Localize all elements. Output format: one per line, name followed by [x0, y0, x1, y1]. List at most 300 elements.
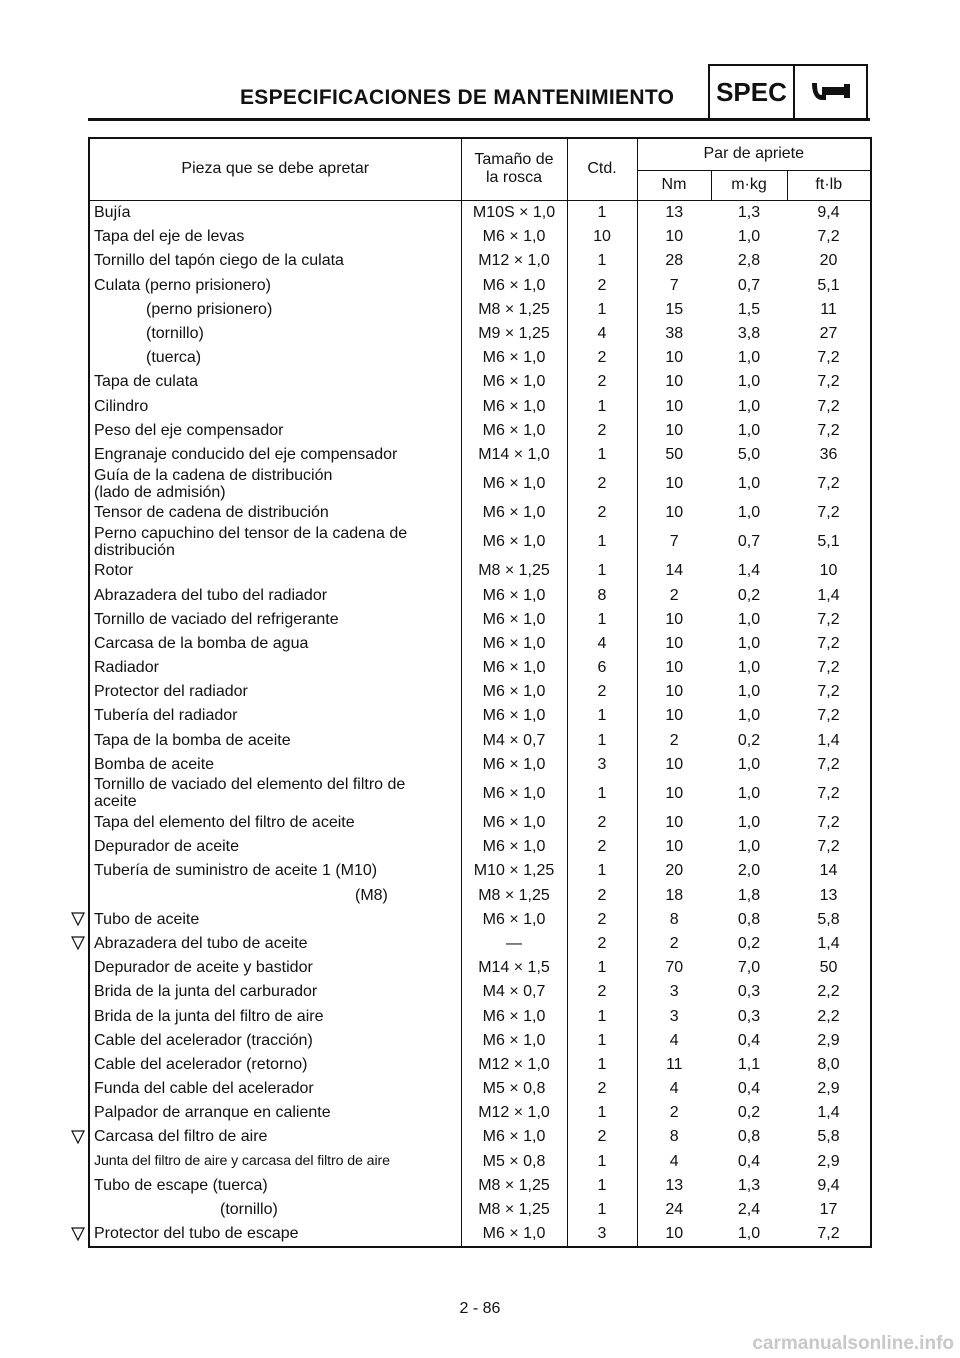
thread-size: M6 × 1,0	[461, 225, 567, 249]
torque-nm: 2	[669, 934, 679, 952]
torque-nm: 38	[665, 325, 684, 343]
torque-mkg: 0,3	[737, 1007, 761, 1025]
table-row	[89, 1173, 871, 1197]
thread-size: M8 × 1,25	[461, 883, 567, 907]
torque-nm: 4	[669, 1152, 679, 1170]
part-name: Abrazadera del tubo del radiador	[94, 586, 328, 604]
torque-mkg: 2,0	[737, 862, 761, 880]
quantity: 2	[567, 835, 637, 859]
quantity: 1	[567, 394, 637, 418]
thread-size: M6 × 1,0	[461, 525, 567, 559]
part-name: Tapa del elemento del filtro de aceite	[94, 814, 355, 832]
torque-mkg: 1,0	[737, 683, 761, 701]
torque-nm: 4	[669, 1080, 679, 1098]
quantity: 1	[567, 297, 637, 321]
quantity: 2	[567, 370, 637, 394]
quantity: 2	[567, 931, 637, 955]
torque-nm: 10	[665, 683, 684, 701]
quantity: 2	[567, 907, 637, 931]
quantity: 2	[567, 810, 637, 834]
torque-ftlb: 7,2	[817, 1225, 840, 1243]
quantity: 1	[567, 559, 637, 583]
part-name: Tensor de cadena de distribución	[94, 504, 329, 522]
table-row	[89, 752, 871, 776]
thread-size: M6 × 1,0	[461, 631, 567, 655]
thread-size: M6 × 1,0	[461, 704, 567, 728]
thread-size: M4 × 0,7	[461, 980, 567, 1004]
col-ftlb-header: ft·lb	[787, 170, 871, 200]
new-part-triangle-icon	[71, 1130, 85, 1144]
col-qty-header: Ctd.	[567, 138, 637, 200]
torque-ftlb: 14	[819, 862, 838, 880]
torque-ftlb: 7,2	[817, 755, 840, 773]
torque-mkg: 0,2	[737, 1104, 761, 1122]
torque-ftlb: 2,9	[817, 1080, 840, 1098]
torque-mkg: 1,0	[737, 373, 761, 391]
torque-nm: 10	[665, 397, 684, 415]
quantity: 2	[567, 501, 637, 525]
torque-mkg: 1,0	[737, 634, 761, 652]
torque-nm: 10	[665, 475, 684, 493]
torque-ftlb: 50	[819, 959, 838, 977]
thread-size: M10 × 1,25	[461, 859, 567, 883]
thread-size: M6 × 1,0	[461, 776, 567, 810]
torque-ftlb: 7,2	[817, 634, 840, 652]
torque-mkg: 1,3	[737, 1176, 761, 1194]
torque-nm: 2	[669, 731, 679, 749]
torque-ftlb: 7,2	[817, 610, 840, 628]
torque-spec-table	[88, 137, 872, 1248]
quantity: 4	[567, 321, 637, 345]
quantity: 1	[567, 728, 637, 752]
quantity: 2	[567, 346, 637, 370]
quantity: 1	[567, 1028, 637, 1052]
torque-ftlb: 20	[819, 252, 838, 270]
quantity: 2	[567, 1077, 637, 1101]
thread-size: M6 × 1,0	[461, 394, 567, 418]
part-name: (tornillo)	[220, 1201, 278, 1219]
quantity: 1	[567, 1149, 637, 1173]
torque-nm: 10	[665, 373, 684, 391]
torque-ftlb: 7,2	[817, 814, 840, 832]
torque-mkg: 1,0	[737, 755, 761, 773]
torque-mkg: 1,0	[737, 421, 761, 439]
thread-size: M6 × 1,0	[461, 346, 567, 370]
part-name: Tubería del radiador	[94, 707, 238, 725]
quantity: 1	[567, 1101, 637, 1125]
thread-size: M8 × 1,25	[461, 1197, 567, 1221]
part-name: (tornillo)	[146, 325, 204, 343]
torque-nm: 10	[665, 755, 684, 773]
table-row	[89, 1222, 871, 1247]
torque-mkg: 0,2	[737, 934, 761, 952]
part-name: Guía de la cadena de distribución (lado de admisión)	[94, 466, 333, 501]
page-title: ESPECIFICACIONES DE MANTENIMIENTO	[240, 86, 675, 109]
table-row	[89, 704, 871, 728]
torque-nm: 10	[665, 228, 684, 246]
torque-ftlb: 17	[819, 1201, 838, 1219]
table-row	[89, 907, 871, 931]
torque-ftlb: 7,2	[817, 707, 840, 725]
part-name: Bomba de aceite	[94, 755, 215, 773]
torque-mkg: 1,0	[737, 349, 761, 367]
torque-nm: 10	[665, 349, 684, 367]
part-name: Depurador de aceite y bastidor	[94, 959, 313, 977]
torque-nm: 3	[669, 983, 679, 1001]
new-part-triangle-icon	[71, 912, 85, 926]
part-name: Tornillo del tapón ciego de la culata	[94, 252, 344, 270]
torque-ftlb: 13	[819, 886, 838, 904]
torque-mkg: 0,4	[737, 1080, 761, 1098]
part-name: Tapa del eje de levas	[94, 228, 245, 246]
thread-size: M4 × 0,7	[461, 728, 567, 752]
torque-ftlb: 7,2	[817, 421, 840, 439]
quantity: 1	[567, 607, 637, 631]
thread-size: M6 × 1,0	[461, 467, 567, 501]
table-row	[89, 501, 871, 525]
thread-size: M6 × 1,0	[461, 907, 567, 931]
table-row	[89, 728, 871, 752]
thread-size: M14 × 1,5	[461, 956, 567, 980]
quantity: 2	[567, 273, 637, 297]
torque-mkg: 7,0	[737, 959, 761, 977]
thread-size: M6 × 1,0	[461, 835, 567, 859]
thread-size: M5 × 0,8	[461, 1077, 567, 1101]
table-row	[89, 1101, 871, 1125]
col-nm-header: Nm	[637, 170, 711, 200]
torque-mkg: 1,0	[737, 475, 761, 493]
torque-nm: 10	[665, 504, 684, 522]
part-name: (M8)	[355, 886, 388, 904]
torque-nm: 4	[669, 1031, 679, 1049]
torque-ftlb: 2,9	[817, 1152, 840, 1170]
torque-mkg: 1,0	[737, 838, 761, 856]
part-name: Engranaje conducido del eje compensador	[94, 445, 398, 463]
torque-mkg: 1,4	[737, 562, 761, 580]
wrench-icon	[795, 66, 866, 118]
torque-ftlb: 5,8	[817, 910, 840, 928]
torque-mkg: 1,0	[737, 814, 761, 832]
thread-size: M6 × 1,0	[461, 1004, 567, 1028]
quantity: 1	[567, 1197, 637, 1221]
torque-ftlb: 36	[819, 445, 838, 463]
table-row	[89, 225, 871, 249]
thread-size: M6 × 1,0	[461, 418, 567, 442]
page-number: 2 - 86	[459, 1300, 501, 1317]
quantity: 1	[567, 1004, 637, 1028]
table-row	[89, 776, 871, 810]
torque-mkg: 2,4	[737, 1201, 761, 1219]
part-name: Abrazadera del tubo de aceite	[94, 934, 308, 952]
part-name: Rotor	[94, 562, 134, 580]
thread-size: M6 × 1,0	[461, 583, 567, 607]
torque-nm: 13	[665, 204, 684, 222]
torque-nm: 3	[669, 1007, 679, 1025]
quantity: 2	[567, 680, 637, 704]
quantity: 1	[567, 859, 637, 883]
table-row	[89, 442, 871, 466]
thread-size: M6 × 1,0	[461, 501, 567, 525]
torque-nm: 10	[665, 838, 684, 856]
thread-size: M8 × 1,25	[461, 559, 567, 583]
table-row	[89, 980, 871, 1004]
table-row	[89, 346, 871, 370]
quantity: 8	[567, 583, 637, 607]
part-name: Culata (perno prisionero)	[94, 276, 271, 294]
torque-nm: 10	[665, 610, 684, 628]
quantity: 1	[567, 1052, 637, 1076]
torque-ftlb: 1,4	[817, 731, 840, 749]
quantity: 2	[567, 1125, 637, 1149]
torque-nm: 10	[665, 707, 684, 725]
part-name: Tubería de suministro de aceite 1 (M10)	[94, 862, 378, 880]
quantity: 6	[567, 656, 637, 680]
torque-ftlb: 7,2	[817, 373, 840, 391]
torque-ftlb: 7,2	[817, 228, 840, 246]
part-name: Brida de la junta del filtro de aire	[94, 1007, 324, 1025]
torque-mkg: 0,7	[737, 533, 761, 551]
new-part-triangle-icon	[71, 1227, 85, 1241]
part-name: Funda del cable del acelerador	[94, 1080, 314, 1098]
torque-mkg: 1,0	[737, 504, 761, 522]
thread-size: M6 × 1,0	[461, 607, 567, 631]
table-row	[89, 931, 871, 955]
quantity: 1	[567, 704, 637, 728]
part-name: Radiador	[94, 659, 159, 677]
table-row	[89, 680, 871, 704]
quantity: 4	[567, 631, 637, 655]
thread-size: M12 × 1,0	[461, 1101, 567, 1125]
torque-nm: 10	[665, 659, 684, 677]
torque-nm: 2	[669, 586, 679, 604]
table-row	[89, 273, 871, 297]
table-row	[89, 956, 871, 980]
torque-nm: 15	[665, 300, 684, 318]
table-row	[89, 1125, 871, 1149]
torque-nm: 28	[665, 252, 684, 270]
torque-ftlb: 8,0	[817, 1055, 840, 1073]
thread-size: M10S × 1,0	[461, 200, 567, 225]
quantity: 1	[567, 442, 637, 466]
torque-ftlb: 11	[820, 300, 837, 318]
table-row	[89, 883, 871, 907]
torque-mkg: 1,1	[737, 1055, 761, 1073]
torque-mkg: 0,3	[737, 983, 761, 1001]
thread-size: —	[461, 931, 567, 955]
quantity: 3	[567, 752, 637, 776]
thread-size: M5 × 0,8	[461, 1149, 567, 1173]
part-name: Tapa de la bomba de aceite	[94, 731, 291, 749]
torque-nm: 7	[669, 276, 679, 294]
torque-ftlb: 1,4	[817, 586, 840, 604]
thread-size: M6 × 1,0	[461, 752, 567, 776]
torque-mkg: 0,2	[737, 586, 761, 604]
torque-ftlb: 7,2	[817, 349, 840, 367]
col-torque-header: Par de apriete	[637, 138, 871, 170]
torque-mkg: 0,7	[737, 276, 761, 294]
torque-ftlb: 5,1	[817, 276, 840, 294]
table-row	[89, 1052, 871, 1076]
quantity: 2	[567, 467, 637, 501]
torque-ftlb: 10	[819, 562, 838, 580]
torque-ftlb: 1,4	[817, 1104, 840, 1122]
table-row	[89, 467, 871, 501]
part-name: Protector del radiador	[94, 683, 248, 701]
thread-size: M6 × 1,0	[461, 1028, 567, 1052]
torque-mkg: 1,0	[737, 784, 761, 802]
quantity: 2	[567, 980, 637, 1004]
table-row	[89, 810, 871, 834]
table-row	[89, 631, 871, 655]
part-name: Carcasa de la bomba de agua	[94, 634, 309, 652]
torque-nm: 20	[665, 862, 684, 880]
torque-nm: 14	[665, 562, 684, 580]
part-name: Tubo de escape (tuerca)	[94, 1176, 268, 1194]
thread-size: M6 × 1,0	[461, 1222, 567, 1247]
torque-ftlb: 2,2	[817, 1007, 840, 1025]
torque-mkg: 1,3	[737, 204, 761, 222]
part-name: Carcasa del filtro de aire	[94, 1128, 268, 1146]
table-row	[89, 583, 871, 607]
torque-ftlb: 2,2	[817, 983, 840, 1001]
table-row	[89, 321, 871, 345]
spec-badge	[708, 64, 868, 120]
thread-size: M12 × 1,0	[461, 1052, 567, 1076]
torque-mkg: 5,0	[737, 445, 761, 463]
torque-nm: 10	[665, 784, 684, 802]
torque-nm: 8	[669, 1128, 679, 1146]
part-name: Tornillo de vaciado del refrigerante	[94, 610, 339, 628]
col-mkg-header: m·kg	[711, 170, 787, 200]
watermark: carmanualsonline.info	[752, 1333, 954, 1354]
torque-nm: 11	[665, 1055, 683, 1073]
part-name: (tuerca)	[146, 349, 202, 367]
torque-ftlb: 27	[819, 325, 838, 343]
torque-nm: 2	[669, 1104, 679, 1122]
thread-size: M8 × 1,25	[461, 297, 567, 321]
table-row	[89, 525, 871, 559]
part-name: Cilindro	[94, 397, 149, 415]
new-part-triangle-icon	[71, 936, 85, 950]
thread-size: M6 × 1,0	[461, 810, 567, 834]
col-size-header: Tamaño de la rosca	[461, 138, 567, 200]
torque-ftlb: 5,8	[817, 1128, 840, 1146]
torque-nm: 10	[665, 1225, 684, 1243]
quantity: 1	[567, 200, 637, 225]
torque-mkg: 1,0	[737, 610, 761, 628]
torque-nm: 24	[665, 1201, 684, 1219]
thread-size: M12 × 1,0	[461, 249, 567, 273]
part-name: Tornillo de vaciado del elemento del filtro de aceite	[94, 776, 406, 811]
torque-mkg: 1,0	[737, 707, 761, 725]
thread-size: M6 × 1,0	[461, 370, 567, 394]
torque-ftlb: 2,9	[817, 1031, 840, 1049]
torque-ftlb: 7,2	[817, 659, 840, 677]
table-row	[89, 297, 871, 321]
torque-nm: 10	[665, 421, 684, 439]
table-row	[89, 249, 871, 273]
torque-nm: 50	[665, 445, 684, 463]
part-name: Protector del tubo de escape	[94, 1225, 299, 1243]
part-name: (perno prisionero)	[146, 300, 273, 318]
table-row	[89, 656, 871, 680]
col-part-header: Pieza que se debe apretar	[89, 138, 461, 200]
table-row	[89, 835, 871, 859]
torque-ftlb: 5,1	[817, 533, 840, 551]
table-row	[89, 394, 871, 418]
torque-mkg: 3,8	[737, 325, 761, 343]
torque-nm: 7	[669, 533, 679, 551]
part-name: Depurador de aceite	[94, 838, 239, 856]
torque-ftlb: 1,4	[817, 934, 840, 952]
part-name: Palpador de arranque en caliente	[94, 1104, 331, 1122]
quantity: 1	[567, 249, 637, 273]
torque-mkg: 0,4	[737, 1152, 761, 1170]
table-row	[89, 1077, 871, 1101]
torque-ftlb: 7,2	[817, 397, 840, 415]
table-row	[89, 859, 871, 883]
table-row	[89, 1004, 871, 1028]
table-row	[89, 1028, 871, 1052]
table-row	[89, 370, 871, 394]
torque-mkg: 1,8	[737, 886, 761, 904]
torque-mkg: 0,8	[737, 1128, 761, 1146]
torque-mkg: 0,2	[737, 731, 761, 749]
header-rule	[88, 118, 870, 121]
torque-nm: 70	[665, 959, 684, 977]
torque-mkg: 1,0	[737, 397, 761, 415]
quantity: 3	[567, 1222, 637, 1247]
table-row	[89, 607, 871, 631]
torque-mkg: 1,0	[737, 1225, 761, 1243]
torque-mkg: 2,8	[737, 252, 761, 270]
quantity: 1	[567, 776, 637, 810]
part-name: Junta del filtro de aire y carcasa del filtro de aire	[94, 1152, 390, 1169]
thread-size: M8 × 1,25	[461, 1173, 567, 1197]
part-name: Tapa de culata	[94, 373, 199, 391]
part-name: Brida de la junta del carburador	[94, 983, 318, 1001]
torque-mkg: 0,4	[737, 1031, 761, 1049]
torque-nm: 13	[665, 1176, 684, 1194]
table-row	[89, 200, 871, 225]
thread-size: M14 × 1,0	[461, 442, 567, 466]
torque-ftlb: 9,4	[817, 1176, 840, 1194]
quantity: 1	[567, 1173, 637, 1197]
part-name: Peso del eje compensador	[94, 421, 284, 439]
thread-size: M6 × 1,0	[461, 680, 567, 704]
torque-nm: 18	[665, 886, 684, 904]
torque-ftlb: 7,2	[817, 838, 840, 856]
thread-size: M6 × 1,0	[461, 1125, 567, 1149]
torque-nm: 8	[669, 910, 679, 928]
part-name: Bujía	[94, 204, 131, 222]
table-row	[89, 1197, 871, 1221]
torque-mkg: 1,5	[737, 300, 761, 318]
part-name: Tubo de aceite	[94, 910, 200, 928]
thread-size: M6 × 1,0	[461, 656, 567, 680]
table-row	[89, 418, 871, 442]
table-row	[89, 559, 871, 583]
torque-nm: 10	[665, 634, 684, 652]
quantity: 2	[567, 418, 637, 442]
quantity: 1	[567, 956, 637, 980]
torque-mkg: 1,0	[737, 228, 761, 246]
torque-ftlb: 7,2	[817, 784, 840, 802]
table-row	[89, 1149, 871, 1173]
part-name: Cable del acelerador (tracción)	[94, 1031, 313, 1049]
spec-label: SPEC	[710, 66, 795, 118]
torque-ftlb: 9,4	[817, 204, 840, 222]
